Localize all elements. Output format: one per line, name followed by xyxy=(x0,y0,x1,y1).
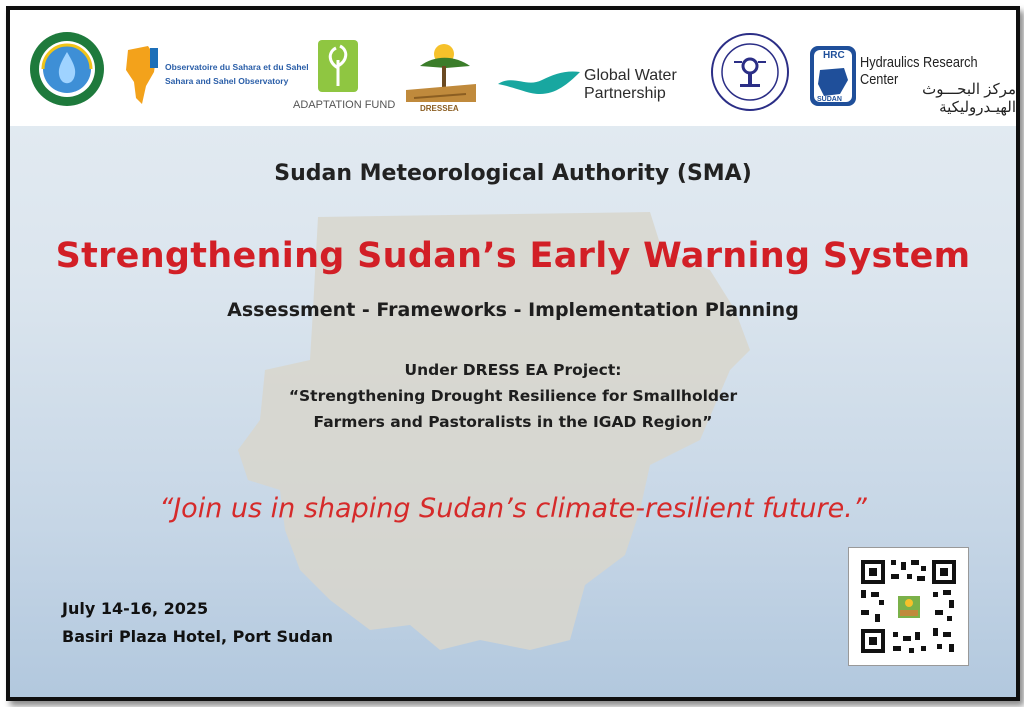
gwp-wave-logo xyxy=(496,62,582,98)
event-date: July 14-16, 2025 xyxy=(62,599,209,618)
oss-name-en: Sahara and Sahel Observatory xyxy=(165,76,289,86)
organization-title: Sudan Meteorological Authority (SMA) xyxy=(274,161,752,186)
project-description xyxy=(10,357,1016,435)
hrc-name-english: Hydraulics Research Center xyxy=(860,54,978,88)
qr-code-pattern xyxy=(849,548,968,665)
hrc-badge-bottom: SUDAN xyxy=(817,96,842,103)
event-subtitle: Assessment - Frameworks - Implementation Planning xyxy=(227,299,799,321)
dressea-label: DRESSEA xyxy=(420,104,459,113)
adaptation-fund-logo xyxy=(318,40,358,92)
ministry-logo xyxy=(28,30,106,108)
partner-logo-bar xyxy=(10,10,1016,126)
oss-africa-logo xyxy=(124,42,160,108)
qr-code[interactable] xyxy=(848,547,969,666)
tagline: “Join us in shaping Sudan’s climate-resilient future.” xyxy=(159,493,867,524)
adaptation-fund-label: ADAPTATION FUND xyxy=(293,99,396,111)
hrc-name-arabic: مركز البحـــوث الهيـدروليكية xyxy=(922,81,1016,116)
sma-seal-logo xyxy=(710,32,790,112)
gwp-name-line1: Global Water xyxy=(584,67,677,84)
dressea-logo xyxy=(406,38,476,110)
event-poster xyxy=(6,6,1020,701)
project-name-line2: Farmers and Pastoralists in the IGAD Region” xyxy=(313,413,713,431)
gwp-name-line2: Partnership xyxy=(584,85,666,102)
hrc-badge-top: HRC xyxy=(823,50,845,61)
event-venue: Basiri Plaza Hotel, Port Sudan xyxy=(62,627,334,646)
event-title: Strengthening Sudan’s Early Warning System xyxy=(55,236,971,276)
project-intro: Under DRESS EA Project: xyxy=(404,361,622,379)
project-name-line1: “Strengthening Drought Resilience for Smallholder xyxy=(288,387,738,405)
oss-name-fr: Observatoire du Sahara et du Sahel xyxy=(165,62,309,72)
